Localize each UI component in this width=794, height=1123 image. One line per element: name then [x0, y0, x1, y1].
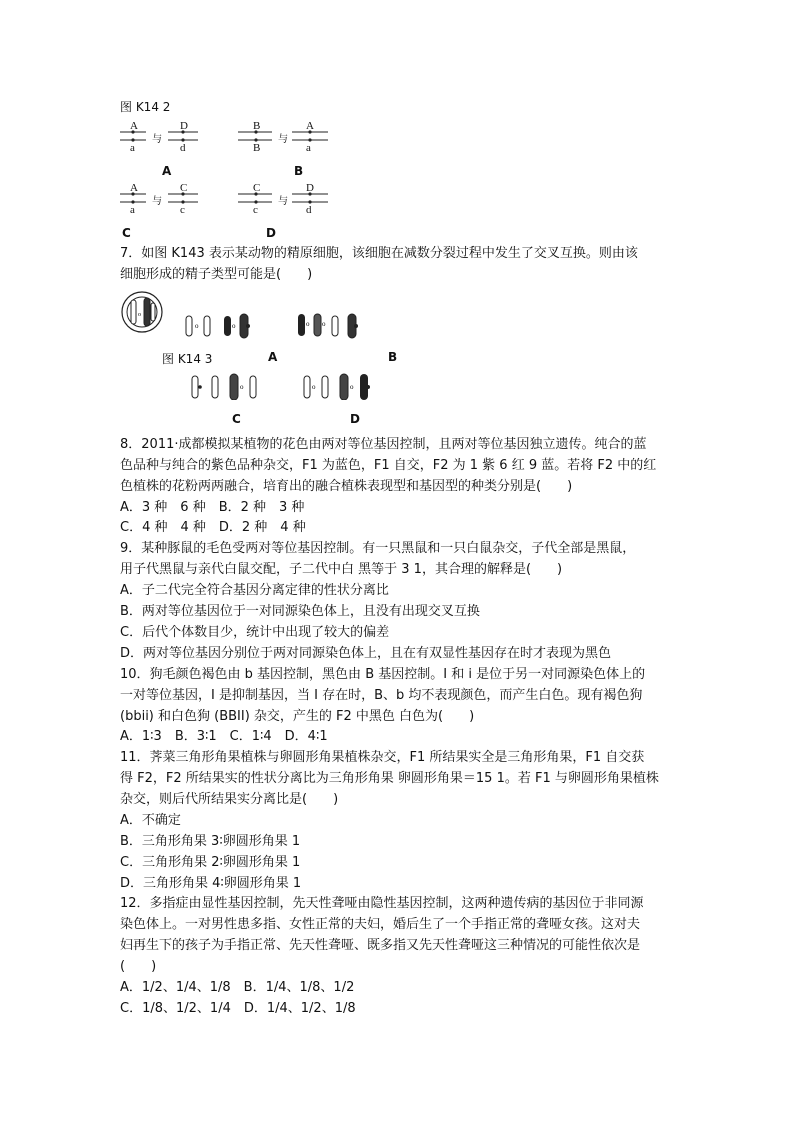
q9-option-a: A．子二代完全符合基因分离定律的性状分离比 [120, 583, 389, 598]
q9-option-b: B．两对等位基因位于一对同源染色体上，且没有出现交叉互换 [120, 604, 480, 619]
gene-label: C [180, 182, 188, 194]
option-label-b: B [388, 350, 398, 364]
gene-label: D [180, 120, 188, 132]
gene-label: A [130, 120, 138, 132]
svg-text:o: o [306, 320, 310, 328]
q12-line4: ( ) [120, 959, 157, 974]
gene-label: A [130, 182, 138, 194]
figure-k143 [118, 290, 418, 430]
q8-line3: 色植株的花粉两两融合，培育出的融合植株表现型和基因型的种类分别是( ) [120, 479, 573, 494]
svg-text:o: o [195, 322, 199, 330]
option-label: B [294, 164, 304, 178]
svg-text:o: o [240, 383, 244, 391]
option-label: A [162, 164, 172, 178]
gene-label: d [180, 142, 186, 154]
gene-label: A [306, 120, 314, 132]
option-label-d: D [350, 412, 360, 426]
option-label: D [266, 226, 276, 240]
figure-caption: 图 K14 3 [162, 352, 213, 366]
q11-line2: 得 F2，F2 所结果实的性状分离比为三角形角果 卵圆形角果＝15 1。若 F1 与卵圆形角果植株 [120, 771, 659, 786]
q8-options-cd: C．4 种 4 种 D．2 种 4 种 [120, 520, 306, 535]
q10-line3: (bbii) 和白色狗 (BBII) 杂交，产生的 F2 中黑色 白色为( ) [120, 709, 475, 724]
gene-label: c [253, 204, 258, 216]
gene-label: a [130, 142, 135, 154]
figure-caption: 图 K14 2 [120, 100, 171, 114]
q8-options-ab: A．3 种 6 种 B．2 种 3 种 [120, 500, 305, 515]
q10-options: A．1∶3 B．3∶1 C．1∶4 D．4∶1 [120, 729, 328, 744]
q9-option-c: C．后代个体数目少，统计中出现了较大的偏差 [120, 625, 390, 640]
option-label: C [122, 226, 131, 240]
gene-label: d [306, 204, 312, 216]
q7-line2: 细胞形成的精子类型可能是( ) [120, 267, 313, 282]
gene-label: B [253, 120, 261, 132]
q10-line1: 10．狗毛颜色褐色由 b 基因控制，黑色由 B 基因控制。I 和 i 是位于另一对同源染色体上的 [120, 667, 646, 682]
gene-label: B [253, 142, 261, 154]
q9-line1: 9．某种豚鼠的毛色受两对等位基因控制。有一只黑鼠和一只白鼠杂交，子代全部是黑鼠， [120, 541, 636, 556]
q10-line2: 一对等位基因，I 是抑制基因，当 I 存在时，B、b 均不表现颜色，而产生白色。现有褐色狗 [120, 688, 643, 703]
svg-text:o: o [232, 322, 236, 330]
yu-text: 与 [152, 134, 162, 145]
q11-line3: 杂交，则后代所结果实分离比是( ) [120, 792, 339, 807]
q12-line2: 染色体上。一对男性患多指、女性正常的夫妇，婚后生了一个手指正常的聋哑女孩。这对夫 [120, 917, 641, 932]
q8-line1: 8．2011·成都模拟某植物的花色由两对等位基因控制，且两对等位基因独立遗传。纯合的蓝 [120, 437, 647, 452]
q9-line2: 用子代黑鼠与亲代白鼠交配，子二代中白 黑等于 3 1，其合理的解释是( ) [120, 562, 563, 577]
q8-line2: 色品种与纯合的紫色品种杂交，F1 为蓝色，F1 自交，F2 为 1 紫 6 红 9 蓝。若将 F2 中的红 [120, 458, 657, 473]
q12-options-cd: C．1/8、1/2、1/4 D．1/4、1/2、1/8 [120, 1001, 356, 1016]
yu-text: 与 [152, 196, 162, 207]
q11-option-d: D．三角形角果 4∶卵圆形角果 1 [120, 876, 302, 891]
gene-label: C [253, 182, 261, 194]
q11-option-c: C．三角形角果 2∶卵圆形角果 1 [120, 855, 301, 870]
gene-label: a [306, 142, 311, 154]
figure-k142 [118, 96, 358, 244]
gene-label: c [180, 204, 185, 216]
q11-line1: 11．荠菜三角形角果植株与卵圆形角果植株杂交，F1 所结果实全是三角形角果，F1 自交获 [120, 750, 645, 765]
yu-text: 与 [278, 134, 288, 145]
q11-option-b: B．三角形角果 3∶卵圆形角果 1 [120, 834, 301, 849]
q12-line3: 妇再生下的孩子为手指正常、先天性聋哑、既多指又先天性聋哑这三种情况的可能性依次是 [120, 938, 641, 953]
yu-text: 与 [278, 196, 288, 207]
q7-line1: 7．如图 K143 表示某动物的精原细胞，该细胞在减数分裂过程中发生了交叉互换。则由该 [120, 246, 638, 261]
gene-label: D [306, 182, 314, 194]
svg-text:o: o [322, 320, 326, 328]
svg-text:o: o [138, 312, 141, 318]
gene-label: a [130, 204, 135, 216]
q9-option-d: D．两对等位基因分别位于两对同源染色体上，且在有双显性基因存在时才表现为黑色 [120, 646, 612, 661]
q12-line1: 12．多指症由显性基因控制，先天性聋哑由隐性基因控制，这两种遗传病的基因位于非同源 [120, 896, 644, 911]
q11-option-a: A．不确定 [120, 813, 181, 828]
svg-text:o: o [312, 383, 316, 391]
sperm-cell-diagram [118, 290, 418, 400]
svg-text:o: o [350, 383, 354, 391]
option-label-c: C [232, 412, 241, 426]
option-label-a: A [268, 350, 278, 364]
q12-options-ab: A．1/2、1/4、1/8 B．1/4、1/8、1/2 [120, 980, 355, 995]
